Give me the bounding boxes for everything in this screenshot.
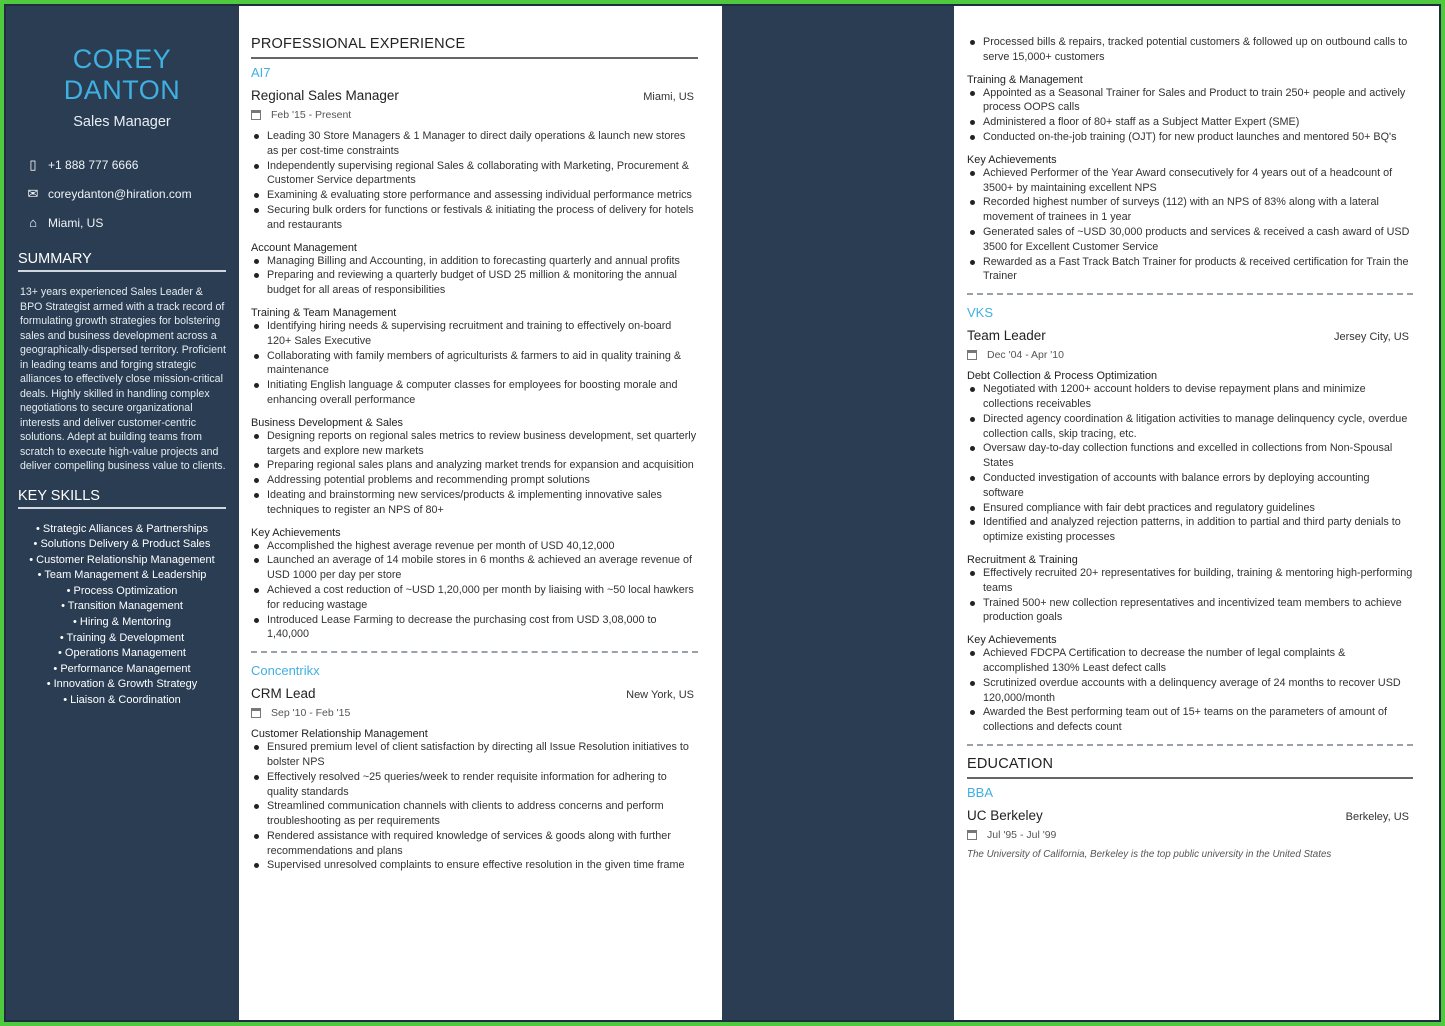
contact-location-text: Miami, US [48, 215, 104, 230]
phone-icon: ▯ [29, 156, 37, 172]
job-dates [967, 349, 1413, 361]
bullet-item: Preparing regional sales plans and analyzing market trends for expansion and acquisition [251, 458, 698, 473]
bullet-item: Conducted investigation of accounts with balance errors by deploying accounting software [967, 471, 1413, 501]
group-heading: Recruitment & Training [967, 553, 1078, 566]
bullet-item: Ensured premium level of client satisfaction by directing all Issue Resolution initiatives to bolster NPS [251, 740, 698, 770]
contact-location [18, 208, 226, 237]
bullet-item: Ensured compliance with fair debt practices and regulatory guidelines [967, 501, 1413, 516]
degree-name: BBA [967, 784, 994, 800]
skill-item: • Operations Management [58, 647, 186, 660]
group-heading: Training & Team Management [251, 306, 397, 319]
bullet-item: Effectively recruited 20+ representatives for building, training & mentoring high-performing teams [967, 566, 1413, 596]
resume-sidebar [6, 6, 238, 1020]
bullet-item: Launched an average of 14 mobile stores in 6 months & achieved an average revenue of USD 1000 per day per store [251, 553, 698, 583]
bullet-item: Achieved a cost reduction of ~USD 1,20,000 per month by liaising with ~50 local hawkers for reducing wastage [251, 583, 698, 613]
job-header [251, 686, 698, 701]
bullet-item: Streamlined communication channels with clients to address concerns and perform troubleshooting as per requirements [251, 799, 698, 829]
bullet-item: Rewarded as a Fast Track Batch Trainer for products & received certification for Train the Trainer [967, 255, 1413, 285]
bullet-item: Identified and analyzed rejection patterns, in addition to partial and third party denials to optimize existing processes [967, 515, 1413, 545]
bullet-item: Conducted on-the-job training (OJT) for new product launches and mentored 50+ BQ's [967, 130, 1413, 145]
job-title: Team Leader [967, 328, 1046, 344]
skill-item: • Performance Management [53, 662, 191, 675]
bullet-item: Ideating and brainstorming new services/products & implementing innovative sales techniques to register an NPS of 80+ [251, 488, 698, 518]
bullet-item: Identifying hiring needs & supervising recruitment and training to effectively on-board 120+ Sales Executive [251, 319, 698, 349]
contact-phone-text: +1 888 777 6666 [48, 157, 139, 172]
company-name: AI7 [251, 65, 271, 80]
bullet-item: Designing reports on regional sales metrics to review business development, set quarterly targets and explore new markets [251, 429, 698, 459]
job-dates [251, 707, 698, 719]
section-divider [967, 293, 1413, 295]
skill-item: • Team Management & Leadership [37, 569, 207, 582]
bullet-list [967, 166, 1413, 284]
resume-page-1 [239, 6, 722, 1020]
section-divider [967, 744, 1413, 746]
skill-item: • Transition Management [61, 600, 183, 613]
skill-item: • Customer Relationship Management [29, 553, 215, 566]
bullet-list [251, 254, 698, 298]
skill-item: • Hiring & Mentoring [72, 616, 171, 629]
skill-item: • Strategic Alliances & Partnerships [36, 522, 208, 535]
bullet-list [967, 86, 1413, 145]
group-heading: Account Management [251, 241, 357, 254]
education-note: The University of California, Berkeley is the top public university in the United States [967, 848, 1332, 860]
bullet-item: Trained 500+ new collection representatives and incentivized team members to achieve production goals [967, 596, 1413, 626]
bullet-item: Addressing potential problems and recommending prompt solutions [251, 473, 698, 488]
contact-email [18, 179, 226, 208]
bullet-item: Independently supervising regional Sales & collaborating with Marketing, Procurement & Customer Service departments [251, 159, 698, 189]
bullet-item: Processed bills & repairs, tracked potential customers & followed up on outbound calls to serve 15,000+ customers [967, 35, 1413, 65]
candidate-name: COREY DANTON [63, 44, 181, 105]
group-heading: Key Achievements [967, 634, 1057, 647]
skill-item: • Training & Development [59, 631, 185, 644]
calendar-icon [967, 350, 977, 360]
bullet-item: Accomplished the highest average revenue per month of USD 40,12,000 [251, 539, 698, 554]
job-groups [251, 129, 698, 642]
bullet-item: Rendered assistance with required knowledge of services & goods along with further recommendations and plans [251, 829, 698, 859]
group-heading: Business Development & Sales [251, 416, 403, 429]
bullet-item: Achieved FDCPA Certification to decrease the number of legal complaints & accomplished 130% Least defect calls [967, 646, 1413, 676]
school-header [967, 808, 1413, 823]
contact-phone [18, 150, 226, 179]
education-dates-text: Jul '95 - Jul '99 [987, 828, 1057, 841]
section-divider [251, 651, 698, 653]
bullet-item: Examining & evaluating store performance and assessing individual performance metrics [251, 188, 698, 203]
job-title: CRM Lead [251, 686, 316, 702]
summary-heading: SUMMARY [18, 251, 226, 272]
bullet-list [967, 382, 1413, 545]
job-header [967, 328, 1413, 343]
company-name: Concentrikx [251, 663, 320, 679]
job-groups-continued [967, 35, 1413, 284]
summary-text: 13+ years experienced Sales Leader & BPO Strategist armed with a track record of formulating growth strategies for bolstering sales and business development across a geographically-dispersed territory. Proficient in leading teams and forging strategic alliances to effectively close mission-critical deals. Highly skilled in handling complex negotiations to secure organizational interests and deliver customer-centric solutions. Adept at building teams from scratch to execute high-value projects and deliver compelling business value to clients. [20, 286, 226, 472]
job-groups [967, 370, 1413, 735]
school-location: Berkeley, US [1345, 810, 1409, 823]
education-dates [967, 829, 1413, 841]
skill-item: • Solutions Delivery & Product Sales [33, 538, 211, 551]
group-heading: Key Achievements [251, 526, 341, 539]
contact-list [18, 150, 226, 237]
home-icon: ⌂ [29, 215, 37, 230]
skill-item: • Liaison & Coordination [63, 694, 181, 707]
bullet-item: Securing bulk orders for functions or festivals & initiating the process of delivery for hotels and restaurants [251, 203, 698, 233]
bullet-item: Directed agency coordination & litigation activities to manage delinquency cycle, overdue collection calls, skip tracing, etc. [967, 412, 1413, 442]
group-heading: Debt Collection & Process Optimization [967, 370, 1158, 383]
contact-email-text: coreydanton@hiration.com [48, 186, 192, 201]
bullet-item: Leading 30 Store Managers & 1 Manager to direct daily operations & launch new stores as per cost-time constraints [251, 129, 698, 159]
job-dates [251, 109, 698, 121]
job-location: Jersey City, US [1334, 331, 1409, 344]
skills-list [18, 522, 226, 709]
job-title: Regional Sales Manager [251, 88, 399, 103]
experience-heading: PROFESSIONAL EXPERIENCE [251, 36, 698, 59]
bullet-item: Initiating English language & computer classes for employees for boosting morale and enhancing overall performance [251, 378, 698, 408]
bullet-item: Collaborating with family members of agriculturists & farmers to aid in quality training & maintenance [251, 349, 698, 379]
skill-item: • Innovation & Growth Strategy [46, 678, 198, 691]
education-heading: EDUCATION [967, 756, 1413, 779]
bullet-item: Awarded the Best performing team out of 15+ teams on the parameters of amount of collections and defects count [967, 705, 1413, 735]
bullet-list [967, 566, 1413, 625]
resume-page-2 [954, 6, 1439, 1020]
bullet-list [251, 319, 698, 408]
bullet-list [251, 429, 698, 518]
bullet-item: Managing Billing and Accounting, in addition to forecasting quarterly and annual profits [251, 254, 698, 269]
bullet-item: Oversaw day-to-day collection functions and excelled in collections from Non-Spousal States [967, 441, 1413, 471]
job-dates-text: Dec '04 - Apr '10 [987, 349, 1064, 362]
job-location: New York, US [626, 689, 694, 702]
bullet-item: Supervised unresolved complaints to ensure effective resolution in the given time frame [251, 858, 698, 873]
company-name: VKS [967, 305, 994, 321]
bullet-item: Preparing and reviewing a quarterly budget of USD 25 million & monitoring the annual budget for all areas of responsibilities [251, 268, 698, 298]
group-heading: Key Achievements [967, 153, 1057, 166]
bullet-item: Appointed as a Seasonal Trainer for Sales and Product to train 250+ people and actively process OOPS calls [967, 86, 1413, 116]
job-location: Miami, US [643, 91, 694, 103]
bullet-list [251, 740, 698, 873]
job-dates-text: Sep '10 - Feb '15 [271, 707, 351, 720]
job-header [251, 88, 698, 103]
group-heading: Customer Relationship Management [251, 728, 428, 741]
bullet-list [251, 129, 698, 233]
skills-heading: KEY SKILLS [18, 488, 226, 509]
calendar-icon [251, 110, 261, 120]
bullet-list [967, 646, 1413, 735]
job-dates-text: Feb '15 - Present [271, 109, 352, 121]
bullet-item: Negotiated with 1200+ account holders to devise repayment plans and minimize collections receivables [967, 382, 1413, 412]
calendar-icon [967, 830, 977, 840]
bullet-item: Achieved Performer of the Year Award consecutively for 4 years out of a headcount of 3500+ by maintaining excellent NPS [967, 166, 1413, 196]
bullet-item: Scrutinized overdue accounts with a delinquency average of 24 months to recover USD 120,000/month [967, 676, 1413, 706]
candidate-role: Sales Manager [73, 114, 171, 130]
bullet-item: Introduced Lease Farming to decrease the purchasing cost from USD 3,08,000 to 1,40,000 [251, 613, 698, 643]
bullet-item: Recorded highest number of surveys (112) with an NPS of 83% along with a lateral movement of trainees in 1 year [967, 195, 1413, 225]
bullet-list [967, 35, 1413, 65]
bullet-item: Effectively resolved ~25 queries/week to render requisite information for adhering to quality standards [251, 770, 698, 800]
bullet-item: Generated sales of ~USD 30,000 products and services & received a cash award of USD 3500 for Excellent Customer Service [967, 225, 1413, 255]
school-name: UC Berkeley [967, 807, 1043, 823]
group-heading: Training & Management [967, 73, 1083, 86]
mail-icon: ✉ [27, 185, 39, 201]
bullet-list [251, 539, 698, 643]
skill-item: • Process Optimization [66, 584, 178, 597]
bullet-item: Administered a floor of 80+ staff as a Subject Matter Expert (SME) [967, 115, 1413, 130]
page-gap [722, 6, 954, 1020]
calendar-icon [251, 708, 261, 718]
job-groups [251, 728, 698, 873]
